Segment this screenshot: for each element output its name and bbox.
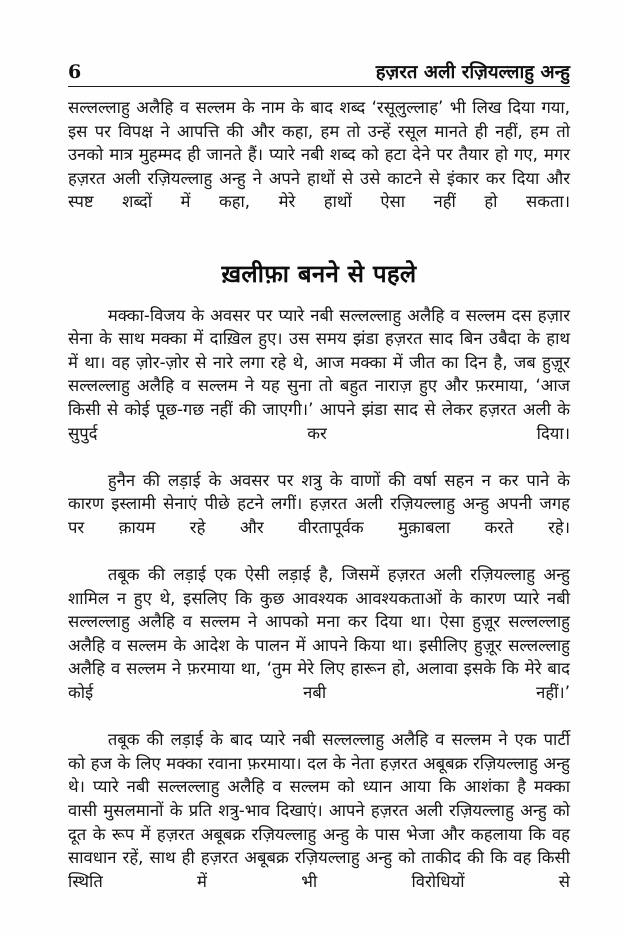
paragraph-1: सल्लल्लाहु अलैहि व सल्लम के नाम के बाद शब्द ‘रसूलुल्लाह’ भी लिख दिया गया, इस पर विपक्ष ने आपत्ति की और कहा, हम तो उन्हें रसूल मानते ही नहीं, हम तो उनको मात्र मुहम्मद ही जानते हैं। प्यारे नबी शब्द को हटा देने पर तैयार हो गए, मगर हज़रत अली रज़ियल्लाहु अन्हु ने अपने हाथों से उसे काटने से इंकार कर दिया और स्पष्ट शब्दों में कहा, मेरे हाथों ऐसा नहीं हो सकता। [68,98,570,212]
paragraph-5: तबूक की लड़ाई के बाद प्यारे नबी सल्लल्लाहु अलैहि व सल्लम ने एक पार्टी को हज के लिए मक्का रवाना फ़रमाया। दल के नेता हज़रत अबूबक्र रज़ियल्लाहु अन्हु थे। प्यारे नबी सल्लल्लाहु अलैहि व सल्लम को ध्यान आया कि आशंका है मक्का वासी मुसलमानों के प्रति शत्रु-भाव दिखाएं। आपने हज़रत अली रज़ियल्लाहु अन्हु को दूत के रूप में हज़रत अबूबक्र रज़ियल्लाहु अन्हु के पास भेजा और कहलाया कि वह सावधान रहें, साथ ही हज़रत अबूबक्र रज़ियल्लाहु अन्हु को ताकीद की कि वह किसी स्थिति में भी विरोधियों से [68,730,570,891]
header-divider [68,86,570,87]
running-title: हज़रत अली रज़ियल्लाहु अन्हु [375,61,570,83]
paragraph-3: हुनैन की लड़ाई के अवसर पर शत्रु के वाणों की वर्षा सहन न कर पाने के कारण इस्लामी सेनाएं पीछे हटने लगीं। हज़रत अली रज़ियल्लाहु अन्हु अपनी जगह पर क़ायम रहे और वीरतापूर्वक मुक़ाबला करते रहे। [68,470,570,537]
section-heading: ख़लीफ़ा बनने से पहले [221,259,417,288]
body-text [68,96,570,917]
paragraph-2: मक्का-विजय के अवसर पर प्यारे नबी सल्लल्लाहु अलैहि व सल्लम दस हज़ार सेना के साथ मक्का में दाख़िल हुए। उस समय झंडा हज़रत साद बिन उबैदा के हाथ में था। वह ज़ोर-ज़ोर से नारे लगा रहे थे, आज मक्का में जीत का दिन है, जब हुज़ूर सल्लल्लाहु अलैहि व सल्लम ने यह सुना तो बहुत नाराज़ हुए और फ़रमाया, ‘आज किसी से कोई पूछ-गछ नहीं की जाएगी।’ आपने झंडा साद से लेकर हज़रत अली के सुपुर्द कर दिया। [68,305,570,443]
paragraph-4: तबूक की लड़ाई एक ऐसी लड़ाई है, जिसमें हज़रत अली रज़ियल्लाहु अन्हु शामिल न हुए थे, इसलिए कि कुछ आवश्यक आवश्यकताओं के कारण प्यारे नबी सल्लल्लाहु अलैहि व सल्लम ने आपको मना कर दिया था। ऐसा हुज़ूर सल्लल्लाहु अलैहि व सल्लम के आदेश के पालन में आपने किया था। इसीलिए हुज़ूर सल्लल्लाहु अलैहि व सल्लम ने फ़रमाया था, ‘तुम मेरे लिए हारून हो, अलावा इसके कि मेरे बाद कोई नबी नहीं।’ [68,565,570,703]
page-number: 6 [68,61,82,83]
running-header [68,52,570,83]
page-content [68,52,570,917]
